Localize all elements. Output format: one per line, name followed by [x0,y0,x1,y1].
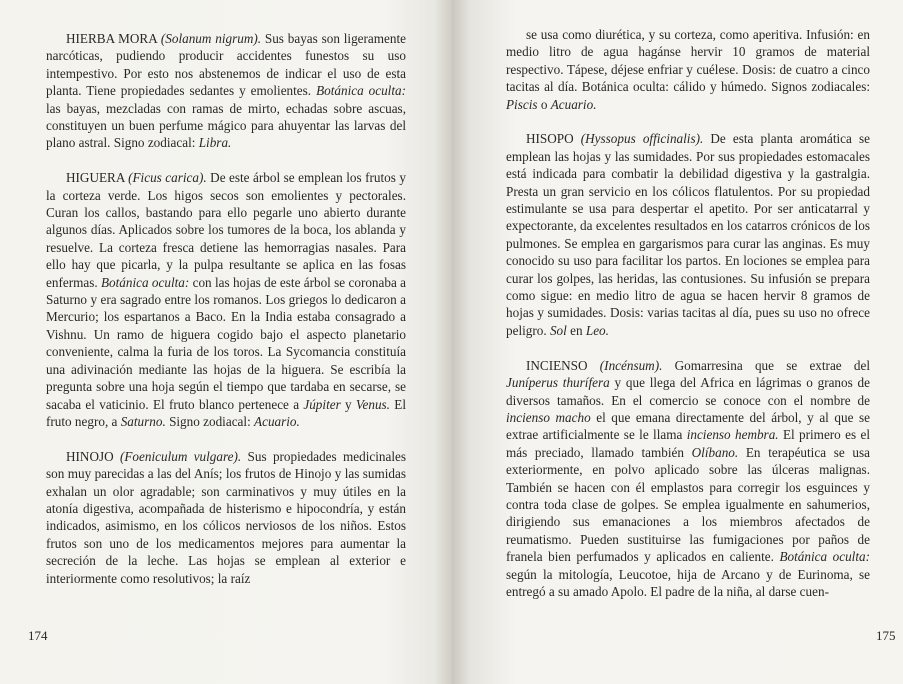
italic-run: incienso macho [506,409,591,425]
left-page-number: 174 [28,628,48,643]
italic-run: (Incénsum). [599,357,663,373]
text-run: o [537,96,551,112]
paragraph [506,130,870,339]
text-run: Sus bayas son ligeramente narcóticas, pudiendo producir accidentes funestos su uso intempestivo. Por esto nos abstenemos de indicar el uso de esta planta. Tiene propiedades sedantes y emolientes. [46,31,406,99]
italic-run: Acuario. [550,96,597,112]
text-run: INCIENSO [526,357,600,373]
right-page [452,0,903,684]
text-run: En terapéutica se usa exteriormente, en polvo aplicado sobre las úlceras malignas. También se hacen con él emplastos para corregir los esguinces y contra toda clase de golpes. Se emplea igualmente en sahumerios, dirigiendo sus emanaciones a los miembros afectados de reumatismo. Pueden sustituirse las fumigaciones por paños de franela bien perfumados y aplicados en caliente. [506,444,870,565]
paragraph [46,169,406,430]
text-run: Signo zodiacal: [165,413,255,429]
text-run: según la mitología, Leucotoe, hija de Arcano y de Eurinoma, se entregó a su amado Apolo. El padre de la niña, al darse cuen- [506,566,870,599]
italic-run: Libra. [198,135,232,151]
text-run: De esta planta aromática se emplean las hojas y las sumidades. Por sus propiedades estomacales está indicada para combatir la debilidad digestiva y la gastralgia. Presta un gran servicio en los cólicos flatulentos. Por su propiedad estimulante se usa para despertar el apetito. Por ser anticatarral y expectorante, da excelentes resultados en los catarros crónicos de los pulmones. Se emplea en gargarismos para curar las anginas. Es muy conocido su uso para facilitar los partos. En lociones se emplea para curar los golpes, las heridas, las contusiones. Su infusión se prepara como sigue: en medio litro de agua se hacen hervir 8 gramos de hojas y sumidades. Dosis: varias tacitas al día, pues su uso no ofrece peligro. [506,131,870,338]
text-run: se usa como diurética, y su corteza, como aperitiva. Infusión: en medio litro de agua hagánse hervir 10 gramos de material respectivo. Tápese, déjese enfriar y cuélese. Dosis: de cuatro a cinco tacitas al día. Botánica oculta: cálido y húmedo. Signos zodiacales: [506,27,870,95]
italic-run: Botánica oculta: [779,549,870,565]
text-run: HIGUERA [66,170,129,186]
italic-run: Botánica oculta: [100,274,190,290]
italic-run: Olíbano. [691,444,739,460]
text-run: las bayas, mezcladas con ramas de mirto, echadas sobre ascuas, constituyen un buen perfume mágico para ahuyentar las larvas del plano astral. Signo zodiacal: [46,100,406,151]
text-run: Sus propiedades medicinales son muy parecidas a las del Anís; los frutos de Hinojo y las sumidas exhalan un olor agradable; son carminativos y muy útiles en la atonía digestiva, acompañada de histerismo e hipocondría, y están indicados, asimismo, en los cólicos nerviosos de los niños. Estos frutos son uno de los medicamentos mejores para aumentar la secreción de la leche. Las hojas se emplean al exterior e interiormente como resolutivos; la raíz [46,448,406,586]
paragraph [46,448,406,587]
italic-run: Júpiter [303,396,341,412]
left-page-text [46,30,406,604]
text-run: el que emana directamente del árbol, y al que se extrae artificialmente se le llama [506,409,870,443]
text-run: El fruto negro, a [46,396,407,429]
italic-run: (Hyssopus officinalis). [580,131,704,147]
text-run: HIERBA MORA [66,31,161,46]
italic-run: Venus. [355,396,390,412]
italic-run: Saturno. [120,413,166,429]
italic-run: (Ficus carica). [128,170,207,186]
text-run: Gomarresina que se extrae del [662,357,870,373]
paragraph [46,30,406,152]
text-run: en [566,322,586,338]
text-run: y [340,396,356,412]
text-run: El primero es el más preciado, llamado también [506,427,870,460]
paragraph [506,26,870,113]
text-run: con las hojas de este árbol se coronaba a Saturno y era sagrado entre los romanos. Los griegos lo dedicaron a Mercurio; los espartanos a Baco. En la India estaba consagrado a Vishnu. Un ramo de higuera cogido bajo el aspecto planetario conveniente, calma la furia de los toros. La Sycomancia constituía una adivinación mediante las hojas de la higuera. Se escribía la pregunta sobre una hoja según el tiempo que tardaba en secarse, se sacaba el vaticinio. El fruto blanco pertenece a [46,274,407,412]
paragraph [506,357,870,601]
italic-run: Sol [549,322,567,338]
text-run: y que llega del Africa en lágrimas o granos de diversos tamaños. En el comercio se conoce con el nombre de [506,375,870,408]
italic-run: Botánica oculta: [316,83,406,99]
italic-run: incienso hembra. [686,427,779,443]
text-run: HINOJO [66,448,120,464]
italic-run: (Solanum nigrum). [160,31,262,46]
italic-run: (Foeniculum vulgare). [119,448,242,464]
text-run: HISOPO [526,131,581,147]
italic-run: Piscis [506,96,538,112]
text-run: De este árbol se emplean los frutos y la corteza verde. Los higos secos son emolientes y pectorales. Curan los callos, bastando para ello pegarle uno abierto durante algunos días. Aplicados sobre los tumores de la boca, los ablanda y resuelve. La corteza fresca detiene las hemorragias nasales. Para ello hay que picarla, y la pulpa resultante se aplica en las fosas enfermas. [46,170,406,290]
italic-run: Leo. [585,322,609,338]
italic-run: Acuario. [254,413,300,429]
italic-run: Juníperus thurífera [506,375,610,391]
right-page-number: 175 [876,628,896,643]
right-page-text [506,26,870,618]
